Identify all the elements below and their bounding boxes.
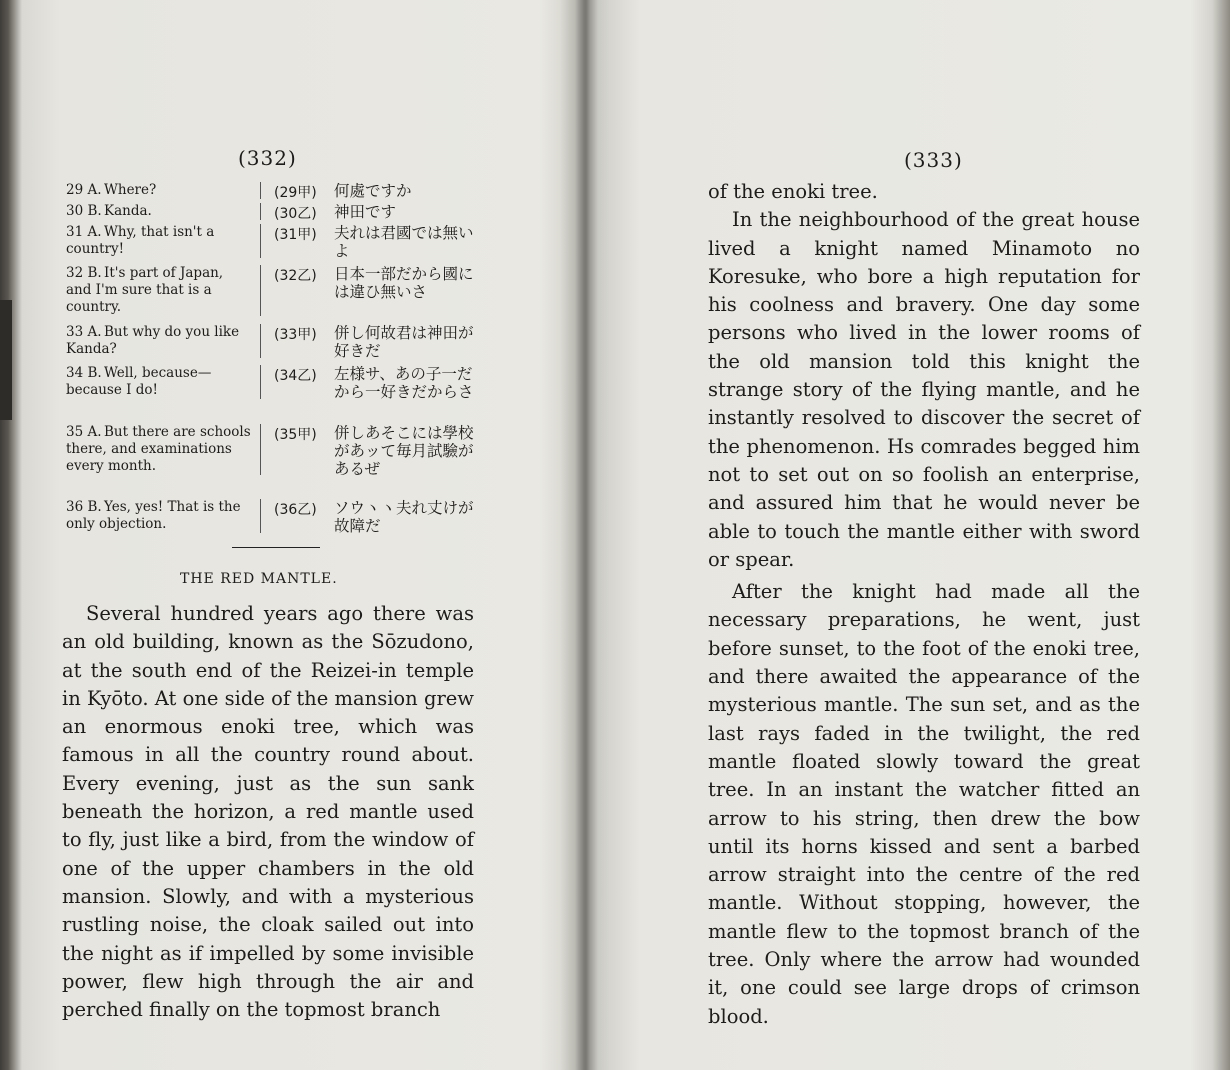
dialogue-row (66, 182, 486, 200)
dialogue-row (66, 203, 486, 221)
japanese-line-number: (32乙) (274, 268, 317, 284)
japanese-line-number: (33甲) (274, 327, 317, 343)
japanese-line: 神田です (334, 203, 397, 221)
english-line: 31 A. Why, that isn't a country! (66, 224, 261, 258)
english-line: 32 B. It's part of Japan, and I'm sure that is a country. (66, 265, 261, 316)
japanese-line-number: (31甲) (274, 227, 317, 243)
japanese-line-number: (30乙) (274, 206, 317, 222)
dialogue-row (66, 224, 486, 262)
dialogue-row (66, 265, 486, 321)
english-line: 29 A. Where? (66, 182, 261, 199)
japanese-line-number: (34乙) (274, 368, 317, 384)
right-page (600, 0, 1230, 1070)
japanese-line: ソウヽヽ夫れ丈けが故障だ (334, 499, 474, 535)
dialogue-row (66, 424, 486, 496)
body-text (708, 178, 1140, 1031)
japanese-line-number: (29甲) (274, 185, 317, 201)
japanese-line: 何處ですか (334, 182, 412, 200)
english-line: 30 B. Kanda. (66, 203, 261, 220)
japanese-line-number: (36乙) (274, 502, 317, 518)
continuation-line: of the enoki tree. (708, 180, 878, 203)
english-line: 35 A. But there are schools there, and examinations every month. (66, 424, 261, 475)
body-text (62, 600, 474, 1024)
japanese-line: 夫れは君國では無いよ (334, 224, 474, 260)
english-line: 36 B. Yes, yes! That is the only objection. (66, 499, 261, 533)
japanese-line: 併し何故君は神田が好きだ (334, 324, 474, 360)
story-paragraph: After the knight had made all the necessary preparations, he went, just before sunset, to the foot of the enoki tree, and there awaited the appearance of the mysterious mantle. The sun set, and as the last rays faded in the twilight, the red mantle floated slowly toward the great tree. In an instant the watcher fitted an arrow to his string, then drew the bow until its horns kissed and sent a barbed arrow straight into the centre of the red mantle. Without stopping, however, the mantle flew to the topmost branch of the tree. Only where the arrow had wounded it, one could see large drops of crimson blood. (708, 580, 1140, 1028)
japanese-line: 併しあそこには學校があッて毎月試驗があるぜ (334, 424, 474, 478)
page-number: (332) (238, 146, 297, 170)
dialogue-row (66, 499, 486, 537)
dialogue-row (66, 324, 486, 362)
japanese-line: 日本一部だから國には違ひ無いさ (334, 265, 474, 301)
story-paragraph: In the neighbourhood of the great house lived a knight named Minamoto no Koresuke, who bore a high reputation for his coolness and bravery. One day some persons who lived in the lower rooms of the old mansion told this knight the strange story of the flying mantle, and he instantly resolved to discover the secret of the phenomenon. Hs comrades begged him not to set out on so foolish an enterprise, and assured him that he would never be able to touch the mantle either with sword or spear. (708, 208, 1140, 571)
dialogue-row (66, 365, 486, 421)
section-heading: THE RED MANTLE. (180, 571, 338, 587)
story-paragraph: Several hundred years ago there was an old building, known as the Sōzudono, at the south end of the Reizei-in temple in Kyōto. At one side of the mansion grew an enormous enoki tree, which was famous in all the country round about. Every evening, just as the sun sank beneath the horizon, a red mantle used to fly, just like a bird, from the window of one of the upper chambers in the old mansion. Slowly, and with a mysterious rustling noise, the cloak sailed out into the night as if impelled by some invisible power, flew high through the air and perched finally on the topmost branch (62, 602, 474, 1022)
left-page (0, 0, 575, 1070)
page-number: (333) (904, 148, 963, 172)
japanese-line: 左様サ、あの子一だから一好きだからさ (334, 365, 474, 401)
english-line: 33 A. But why do you like Kanda? (66, 324, 261, 358)
japanese-line-number: (35甲) (274, 427, 317, 443)
english-line: 34 B. Well, because—because I do! (66, 365, 261, 399)
section-divider (232, 547, 320, 548)
